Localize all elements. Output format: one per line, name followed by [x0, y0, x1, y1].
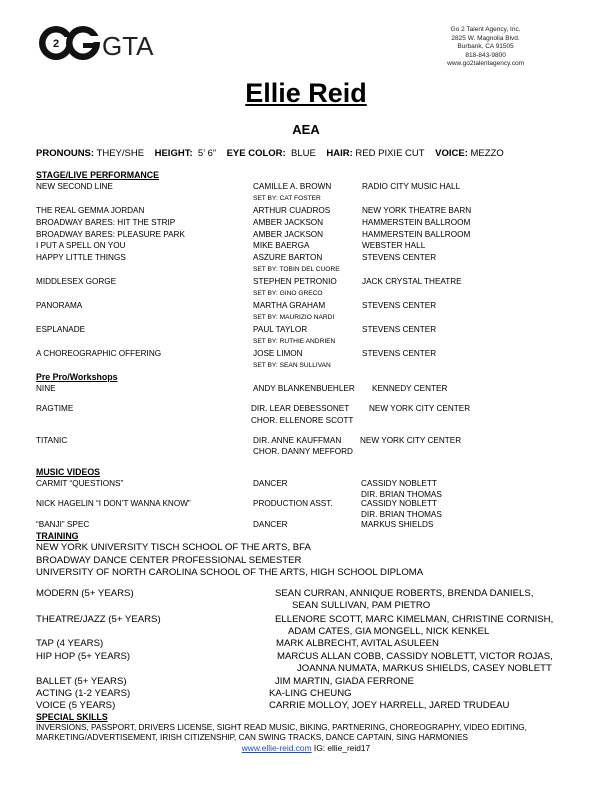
class-teachers: SEAN CURRAN, ANNIQUE ROBERTS, BRENDA DANIELS, — [275, 588, 534, 599]
stage-venue: WEBSTER HALL — [362, 241, 426, 250]
class-teachers-cont: ADAM CATES, GIA MONGELL, NICK KENKEL — [288, 626, 490, 637]
stage-title: BROADWAY BARES: PLEASURE PARK — [36, 230, 185, 239]
stage-note: SET BY: MAURIZIO NARDI — [253, 314, 335, 321]
stage-title: PANORAMA — [36, 301, 83, 310]
class-style: THEATRE/JAZZ (5+ YEARS) — [36, 614, 161, 625]
voice-label: VOICE: — [435, 148, 468, 159]
class-style: BALLET (5+ YEARS) — [36, 676, 127, 687]
music-title: NICK HAGELIN “I DON’T WANNA KNOW” — [36, 499, 191, 508]
stage-person: CAMILLE A. BROWN — [253, 182, 332, 191]
stage-note: SET BY: SEAN SULLIVAN — [253, 362, 331, 369]
prepro-venue: NEW YORK CITY CENTER — [369, 404, 471, 413]
stage-person: AMBER JACKSON — [253, 230, 324, 239]
prepro-title: TITANIC — [36, 436, 68, 445]
skills-heading: SPECIAL SKILLS — [36, 712, 108, 722]
stage-title: NEW SECOND LINE — [36, 182, 113, 191]
stage-person: JOSE LIMON — [253, 349, 303, 358]
stage-title: ESPLANADE — [36, 325, 86, 334]
stage-person: ARTHUR CUADROS — [253, 206, 331, 215]
stage-title: THE REAL GEMMA JORDAN — [36, 206, 145, 215]
prepro-person: DIR. LEAR DEBESSONET — [251, 404, 350, 413]
class-style: ACTING (1-2 YEARS) — [36, 688, 131, 699]
class-style: HIP HOP (5+ YEARS) — [36, 651, 131, 662]
class-teachers-cont: JOANNA NUMATA, MARKUS SHIELDS, CASEY NOBLETT — [297, 663, 552, 674]
stage-person: STEPHEN PETRONIO — [253, 277, 337, 286]
agency-logo — [36, 22, 161, 66]
stage-heading: STAGE/LIVE PERFORMANCE — [36, 170, 160, 180]
prepro-venue: KENNEDY CENTER — [372, 384, 448, 393]
class-teachers: MARCUS ALLAN COBB, CASSIDY NOBLETT, VICTOR ROJAS, — [277, 651, 553, 662]
stage-note: SET BY: TOBIN DEL CUORE — [253, 266, 340, 273]
prepro-heading: Pre Pro/Workshops — [36, 372, 118, 382]
music-extra: DIR. BRIAN THOMAS — [361, 510, 442, 519]
class-teachers: CARRIE MOLLOY, JOEY HARRELL, JARED TRUDEAU — [269, 700, 510, 711]
agency-name: Go 2 Talent Agency, Inc. — [450, 26, 521, 33]
skills-line: INVERSIONS, PASSPORT, DRIVERS LICENSE, SIGHT READ MUSIC, BIKING, PARTNERING, CHOREOGRAPHY, VIDEO EDITING, — [36, 723, 527, 732]
stats-line — [36, 148, 504, 159]
music-person: CASSIDY NOBLETT — [361, 479, 437, 488]
stage-person: PAUL TAYLOR — [253, 325, 308, 334]
footer — [0, 743, 612, 753]
svg-text:2: 2 — [52, 38, 60, 50]
music-heading: MUSIC VIDEOS — [36, 467, 101, 477]
agency-city: Burbank, CA 91505 — [457, 43, 514, 51]
prepro-title: RAGTIME — [36, 404, 74, 413]
prepro-extra: CHOR. ELLENORE SCOTT — [251, 416, 354, 425]
stage-title: MIDDLESEX GORGE — [36, 277, 117, 286]
agency-phone: 818-843-9800 — [465, 51, 506, 59]
stage-person: AMBER JACKSON — [253, 218, 324, 227]
school-item: BROADWAY DANCE CENTER PROFESSIONAL SEMESTER — [36, 555, 302, 566]
prepro-venue: NEW YORK CITY CENTER — [360, 436, 462, 445]
prepro-person: ANDY BLANKENBUEHLER — [253, 384, 355, 393]
class-style: MODERN (5+ YEARS) — [36, 588, 134, 599]
class-teachers: ELLENORE SCOTT, MARC KIMELMAN, CHRISTINE CORNISH, — [275, 614, 554, 625]
stage-title: A CHOREOGRAPHIC OFFERING — [36, 349, 162, 358]
hair-label: HAIR: — [326, 148, 353, 159]
stage-title: I PUT A SPELL ON YOU — [36, 241, 126, 250]
stage-note: SET BY: CAT FOSTER — [253, 195, 321, 202]
height-value: 5’ 6” — [197, 148, 217, 159]
prepro-title: NINE — [36, 384, 56, 393]
stage-note: SET BY: RUTHIE ANDRIEN — [253, 338, 336, 345]
stage-venue: RADIO CITY MUSIC HALL — [362, 182, 461, 191]
pronouns-value: THEY/SHE — [96, 148, 145, 159]
school-item: NEW YORK UNIVERSITY TISCH SCHOOL OF THE ARTS, BFA — [36, 542, 311, 553]
music-role: DANCER — [253, 520, 288, 529]
stage-venue: NEW YORK THEATRE BARN — [362, 206, 472, 215]
class-teachers: KA-LING CHEUNG — [269, 688, 352, 699]
eye-value: BLUE — [291, 148, 316, 159]
training-heading: TRAINING — [36, 531, 79, 541]
class-teachers: JIM MARTIN, GIADA FERRONE — [275, 676, 414, 687]
hair-value: RED PIXIE CUT — [355, 148, 425, 159]
class-teachers-cont: SEAN SULLIVAN, PAM PIETRO — [292, 600, 431, 611]
stage-venue: HAMMERSTEIN BALLROOM — [362, 230, 471, 239]
prepro-person: DIR. ANNE KAUFFMAN — [253, 436, 342, 445]
instagram-handle: IG: ellie_reid17 — [311, 743, 371, 753]
eye-label: EYE COLOR: — [226, 148, 286, 159]
stage-title: BROADWAY BARES: HIT THE STRIP — [36, 218, 176, 227]
stage-person: ASZURE BARTON — [253, 253, 323, 262]
music-role: PRODUCTION ASST. — [253, 499, 333, 508]
music-title: “BANJI” SPEC — [36, 520, 90, 529]
stage-venue: HAMMERSTEIN BALLROOM — [362, 218, 471, 227]
voice-value: MEZZO — [470, 148, 504, 159]
logo-text: GTA — [102, 31, 154, 61]
stage-venue: STEVENS CENTER — [362, 253, 437, 262]
skills-line: MARKETING/ADVERTISEMENT, IRISH CITIZENSHIP, CAN SWING TRACKS, DANCE CAPTAIN, SING HARMONIES — [36, 733, 469, 742]
music-title: CARMIT “QUESTIONS” — [36, 479, 124, 488]
website-link[interactable]: www.ellie-reid.com — [241, 743, 312, 753]
class-style: TAP (4 YEARS) — [36, 638, 104, 649]
stage-venue: STEVENS CENTER — [362, 301, 437, 310]
music-extra: DIR. BRIAN THOMAS — [361, 490, 442, 499]
stage-venue: STEVENS CENTER — [362, 325, 437, 334]
prepro-extra: CHOR. DANNY MEFFORD — [253, 447, 353, 456]
performer-name: Ellie Reid — [245, 78, 367, 108]
music-role: DANCER — [253, 479, 288, 488]
stage-title: HAPPY LITTLE THINGS — [36, 253, 126, 262]
school-item: UNIVERSITY OF NORTH CAROLINA SCHOOL OF THE ARTS, HIGH SCHOOL DIPLOMA — [36, 567, 424, 578]
union-affiliation: AEA — [292, 122, 320, 137]
stage-note: SET BY: GINO GRECO — [253, 290, 323, 297]
music-person: CASSIDY NOBLETT — [361, 499, 437, 508]
class-style: VOICE (5 YEARS) — [36, 700, 116, 711]
stage-person: MARTHA GRAHAM — [253, 301, 326, 310]
stage-venue: STEVENS CENTER — [362, 349, 437, 358]
agency-web: www.go2talentagency.com — [447, 60, 524, 68]
agency-address: 2825 W. Magnolia Blvd. — [451, 34, 520, 42]
stage-venue: JACK CRYSTAL THEATRE — [362, 277, 462, 286]
pronouns-label: PRONOUNS: — [36, 148, 95, 159]
height-label: HEIGHT: — [154, 148, 193, 159]
class-teachers: MARK ALBRECHT, AVITAL ASULEEN — [276, 638, 439, 649]
music-person: MARKUS SHIELDS — [361, 520, 434, 529]
agency-info — [447, 26, 524, 69]
stage-person: MIKE BAERGA — [253, 241, 310, 250]
